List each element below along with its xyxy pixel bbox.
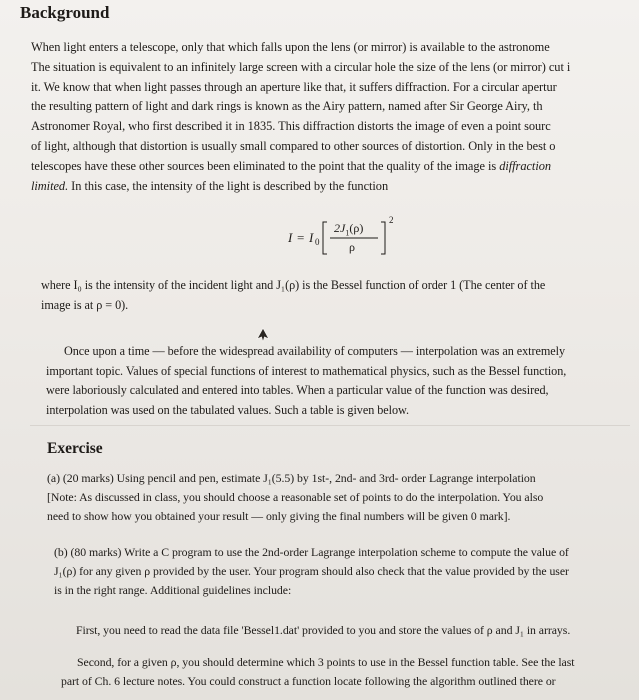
formula-equals: =: [297, 230, 305, 245]
exercise-part-a: [47, 469, 543, 526]
background-line-1: When light enters a telescope, only that which falls upon the lens (or mirror) is available to the astronome: [31, 40, 550, 54]
second-line-1: Second, for a given ρ, you should determine which 3 points to use in the Bessel function table. See the last: [77, 655, 575, 669]
formula-coef: I: [309, 230, 314, 245]
interp-line-2: important topic. Values of special functions of interest to mathematical physics, such as the Bessel function,: [46, 363, 567, 378]
part-b-line-2: J₁(ρ) for any given ρ provided by the user. Your program should also check that the value provided by the user: [54, 564, 569, 578]
background-line-4: the resulting pattern of light and dark rings is known as the Airy pattern, named after Sir George Airy, th: [31, 99, 543, 114]
background-line-6: of light, although that distortion is usually small compared to other sources of distortion. Only in the best o: [31, 138, 556, 153]
part-a-line-2: [Note: As discussed in class, you should choose a reasonable set of points to do the interpolation. You also: [47, 490, 544, 504]
section-divider: [30, 425, 630, 426]
formula-lhs: I: [288, 230, 293, 245]
background-heading: Background: [20, 3, 110, 22]
formula-denominator: ρ: [349, 240, 355, 254]
intensity-formula: [288, 215, 398, 258]
background-paragraph: [31, 38, 570, 196]
interpolation-paragraph: [46, 342, 566, 420]
interp-line-1: Once upon a time — before the widespread availability of computers — interpolation was an extremely: [64, 344, 566, 358]
part-b-line-3: is in the right range. Additional guidelines include:: [54, 583, 292, 597]
mouse-pointer-icon: [256, 327, 270, 343]
part-b-line-1: (b) (80 marks) Write a C program to use the 2nd-order Lagrange interpolation scheme to compute the value of: [54, 545, 569, 559]
background-line-2: The situation is equivalent to an infinitely large screen with a circular hole the size of the lens (or mirror) cut i: [31, 59, 571, 74]
exercise-heading: Exercise: [47, 440, 103, 457]
background-line-5: Astronomer Royal, who first described it in 1835. This diffraction distorts the image of even a point sourc: [31, 119, 551, 134]
limited-italic: limited.: [31, 178, 69, 193]
exercise-part-b: [54, 543, 569, 600]
guideline-second: [61, 653, 575, 691]
diffraction-italic: diffraction: [499, 158, 551, 173]
second-line-2: part of Ch. 6 lecture notes. You could construct a function locate following the algorithm outlined there or: [61, 674, 556, 688]
part-a-line-1: (a) (20 marks) Using pencil and pen, estimate J₁(5.5) by 1st-, 2nd- and 3rd- order Lagrange interpolation: [47, 471, 536, 485]
background-line-8: limited. In this case, the intensity of the light is described by the function: [31, 178, 389, 193]
where-paragraph: [41, 276, 545, 315]
background-line-3: it. We know that when light passes through an aperture like that, it suffers diffraction. For a circular apertur: [31, 79, 557, 94]
guideline-first: First, you need to read the data file 'Bessel1.dat' provided to you and store the values of ρ and J₁ in arrays.: [76, 623, 571, 637]
where-line-2: image is at ρ = 0).: [41, 297, 129, 312]
formula-numerator: $2J_1(\rho)$: [334, 221, 364, 238]
interp-line-4: interpolation was used on the tabulated values. Such a table is given below.: [46, 402, 409, 417]
part-a-line-3: need to show how you obtained your result — only giving the final numbers will be given 0 mark].: [47, 509, 511, 523]
where-line-1: where I₀ is the intensity of the incident light and J₁(ρ) is the Bessel function of order 1 (The center of the: [41, 278, 546, 292]
formula-power: 2: [389, 215, 394, 225]
formula-coef-sub: 0: [315, 237, 320, 247]
background-line-7: telescopes have these other sources been eliminated to the point that the quality of the image is diffraction: [31, 158, 551, 173]
interp-line-3: were laboriously calculated and entered into tables. When a particular value of the function was desired,: [46, 383, 549, 398]
